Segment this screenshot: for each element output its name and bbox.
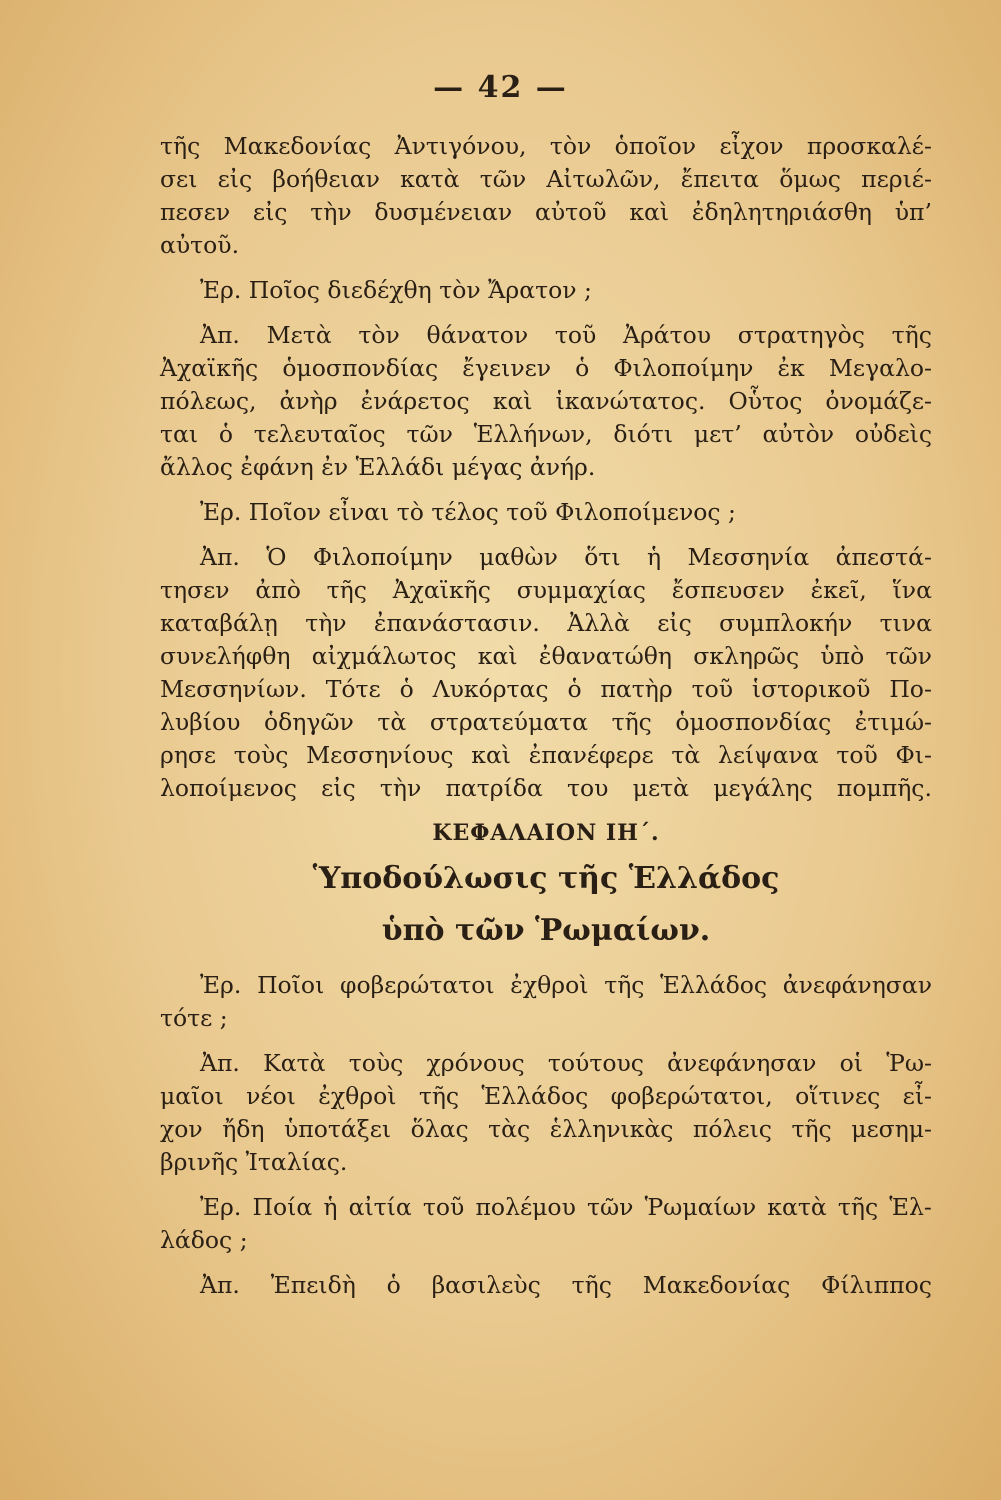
text-line: Ἀπ. Ἐπειδὴ ὁ βασιλεὺς τῆς Μακεδονίας Φίλιππος [200, 1271, 932, 1299]
text-line: τότε ; [160, 1004, 228, 1032]
text-line: Ἐρ. Ποία ἡ αἰτία τοῦ πολέμου τῶν Ῥωμαίων κατὰ τῆς Ἑλ- [200, 1193, 932, 1221]
text-line: Ἀπ. Μετὰ τὸν θάνατον τοῦ Ἀράτου στρατηγὸς τῆς [200, 321, 932, 349]
chapter-subtitle: ὑπὸ τῶν Ῥωμαίων. [381, 913, 711, 948]
text-line: ρησε τοὺς Μεσσηνίους καὶ ἐπανέφερε τὰ λείψανα τοῦ Φι- [160, 741, 932, 769]
text-line: Ἀπ. Ὁ Φιλοποίμην μαθὼν ὅτι ἡ Μεσσηνία ἀπεστά- [200, 543, 932, 571]
question [160, 274, 932, 307]
answer [160, 319, 932, 484]
text-line: λοποίμενος εἰς τὴν πατρίδα του μετὰ μεγάλης πομπῆς. [160, 774, 932, 802]
page-number: — 42 — [433, 70, 568, 105]
text-line: ται ὁ τελευταῖος τῶν Ἑλλήνων, διότι μετ’ αὐτὸν οὐδεὶς [160, 420, 932, 448]
text-line: αὐτοῦ. [160, 231, 240, 259]
text-line: Ἐρ. Ποῖον εἶναι τὸ τέλος τοῦ Φιλοποίμενος ; [200, 498, 736, 526]
text-line: συνελήφθη αἰχμάλωτος καὶ ἐθανατώθη σκληρῶς ὑπὸ τῶν [160, 642, 932, 670]
text-line: λυβίου ὁδηγῶν τὰ στρατεύματα τῆς ὁμοσπονδίας ἐτιμώ- [160, 708, 932, 736]
chapter-label: ΚΕΦΑΛΑΙΟΝ ΙΗ΄. [432, 820, 660, 846]
text-line: βρινῆς Ἰταλίας. [160, 1148, 348, 1176]
answer [160, 1047, 932, 1179]
text-line: Ἐρ. Ποῖοι φοβερώτατοι ἐχθροὶ τῆς Ἑλλάδος ἀνεφάνησαν [200, 971, 932, 999]
answer [160, 541, 932, 805]
text-block [160, 130, 932, 1302]
text-line: Μεσσηνίων. Τότε ὁ Λυκόρτας ὁ πατὴρ τοῦ ἱστορικοῦ Πο- [160, 675, 932, 703]
text-line: τῆς Μακεδονίας Ἀντιγόνου, τὸν ὁποῖον εἶχον προσκαλέ- [160, 132, 932, 160]
text-line: μαῖοι νέοι ἐχθροὶ τῆς Ἑλλάδος φοβερώτατοι, οἵτινες εἶ- [160, 1082, 932, 1110]
text-line: πόλεως, ἀνὴρ ἐνάρετος καὶ ἱκανώτατος. Οὗτος ὀνομάζε- [160, 387, 932, 415]
question [160, 1191, 932, 1257]
chapter-title: Ὑποδούλωσις τῆς Ἑλλάδος [312, 861, 780, 896]
text-line: πεσεν εἰς τὴν δυσμένειαν αὐτοῦ καὶ ἐδηλητηριάσθη ὑπ’ [160, 198, 932, 226]
text-line: χον ἤδη ὑποτάξει ὅλας τὰς ἑλληνικὰς πόλεις τῆς μεσημ- [160, 1115, 932, 1143]
text-line: ἄλλος ἐφάνη ἐν Ἑλλάδι μέγας ἀνήρ. [160, 453, 596, 481]
text-line: καταβάλῃ τὴν ἐπανάστασιν. Ἀλλὰ εἰς συμπλοκήν τινα [160, 609, 932, 637]
text-line: Ἀπ. Κατὰ τοὺς χρόνους τούτους ἀνεφάνησαν οἱ Ῥω- [200, 1049, 932, 1077]
text-line: τησεν ἀπὸ τῆς Ἀχαϊκῆς συμμαχίας ἔσπευσεν ἐκεῖ, ἵνα [160, 576, 932, 604]
text-line: λάδος ; [160, 1226, 248, 1254]
answer [160, 1269, 932, 1302]
text-line: σει εἰς βοήθειαν κατὰ τῶν Αἰτωλῶν, ἔπειτα ὅμως περιέ- [160, 165, 932, 193]
question [160, 496, 932, 529]
question [160, 969, 932, 1035]
paragraph [160, 130, 932, 262]
text-line: Ἀχαϊκῆς ὁμοσπονδίας ἔγεινεν ὁ Φιλοποίμην ἐκ Μεγαλο- [160, 354, 932, 382]
text-line: Ἐρ. Ποῖος διεδέχθη τὸν Ἄρατον ; [200, 276, 592, 304]
